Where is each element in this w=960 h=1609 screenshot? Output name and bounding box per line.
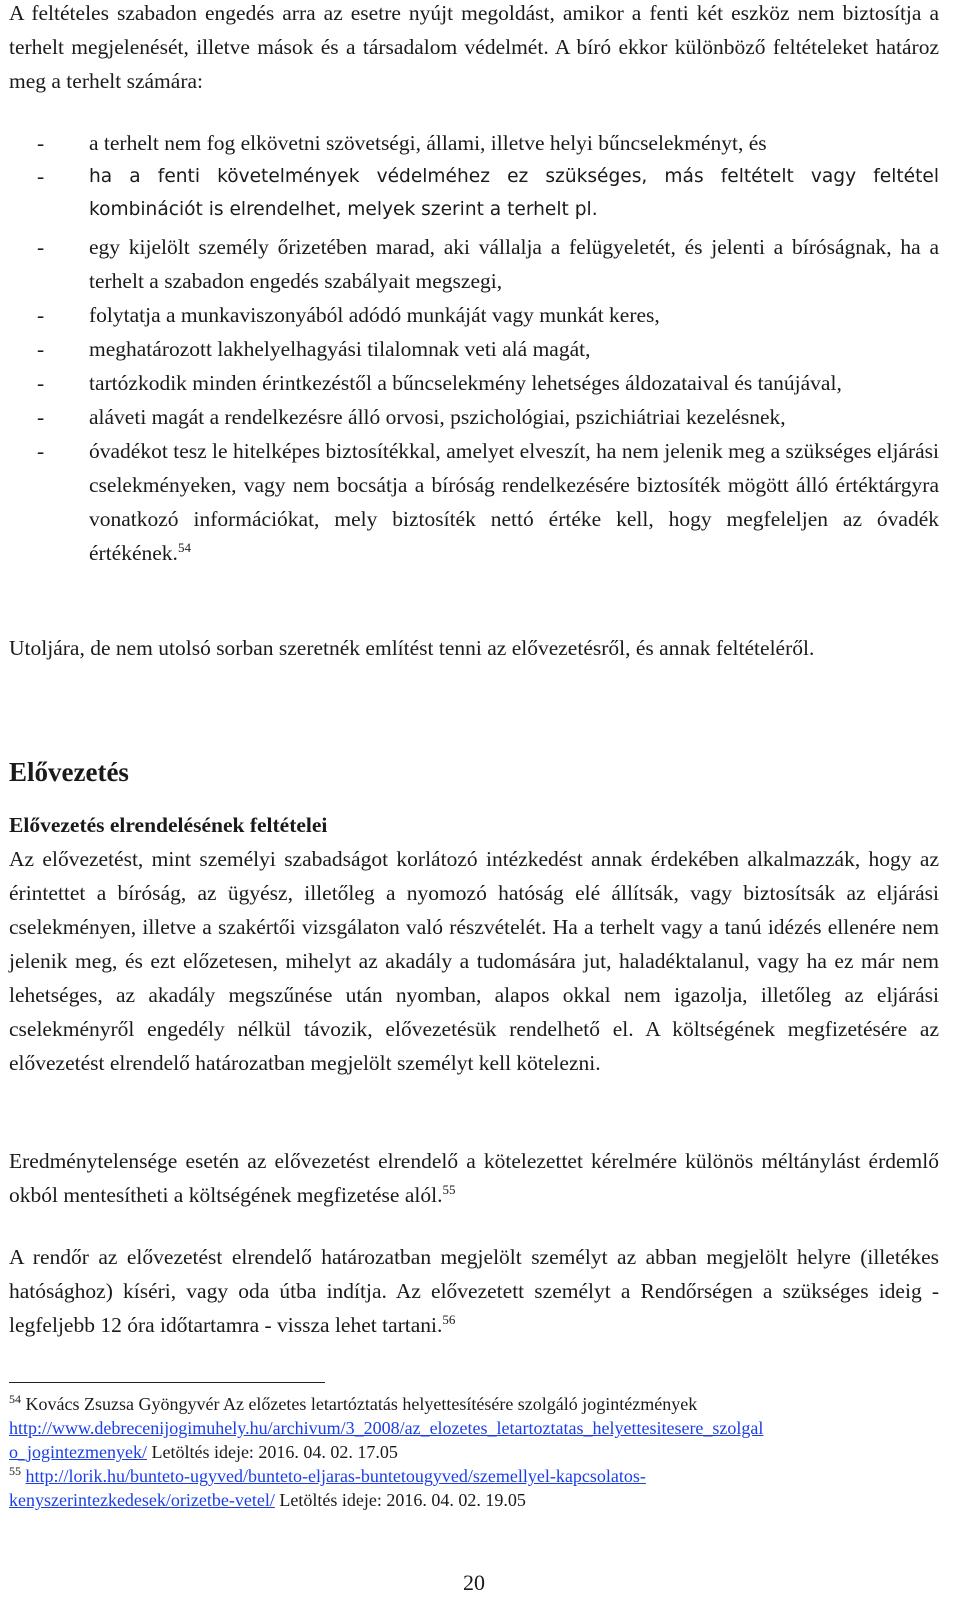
footnote-number: 55 [9, 1464, 21, 1478]
footnote: $^{54}$ Kovács Zsuzsa Gyöngyvér Az előzetes letartóztatás helyettesítésére szolgáló jogintézmények http://www.debrecenijogimuhely.hu/archivum/3_2008/az_elozetes_letartoztatas_helyettesitesere_szolgal o_jogintezmenyek/ Letöltés ideje: 2016. 04. 02. 17.05 [9, 1392, 764, 1462]
list-item: - egy kijelölt személy őrizetében marad, aki vállalja a felügyeletét, és jelenti a bíróságnak, ha a terhelt a szabadon engedés szabályait megszegi, [37, 235, 939, 293]
footnote-link[interactable]: http://www.debrecenijogimuhely.hu/archivum/3_2008/az_elozetes_letartoztatas_helyettesitesere_szolgal o_jogintezmenyek/ [9, 1418, 764, 1462]
body-paragraph: Az elővezetést, mint személyi szabadságot korlátozó intézkedést annak érdekében alkalmazzák, hogy az érintettet a bíróság, az ügyész, illetőleg a nyomozó hatóság elé állítsák, vagy biztosítsák az eljárási cselekményen, illetve a szakértői vizsgálaton való részvételét. Ha a terhelt vagy a tanú idézés ellenére nem jelenik meg, és ezt előzetesen, mihelyt az akadály a tudomására jut, haladéktalanul, vagy ha ez már nem lehetséges, az akadály megszűnése után nyomban, alapos okkal nem igazolja, illetőleg az eljárási cselekményről engedély nélkül távozik, elővezetésük rendelhető el. A költségének megfizetésére az elővezetést elrendelő határozatban megjelölt személyt kell kötelezni. [9, 847, 939, 1075]
footnote-divider [9, 1382, 325, 1383]
section-subheading: Elővezetés elrendelésének feltételei [9, 813, 328, 837]
page-number: 20 [463, 1570, 485, 1595]
footnote-ref[interactable]: 56 [442, 1311, 456, 1327]
footnote-ref[interactable]: 55 [442, 1181, 456, 1197]
list-item: - ha a fenti követelmények védelméhez ez szükséges, más feltételt vagy feltétel kombinációt is elrendelhet, melyek szerint a terhelt pl. [37, 164, 939, 220]
list-item: - folytatja a munkaviszonyából adódó munkáját vagy munkát keres, [37, 303, 660, 327]
list-item: - a terhelt nem fog elkövetni szövetségi, állami, illetve helyi bűncselekményt, és [37, 131, 767, 155]
section-heading: Elővezetés [9, 757, 129, 787]
list-item: - meghatározott lakhelyelhagyási tilalomnak veti alá magát, [37, 337, 591, 361]
footnote: $^{55}$ http://lorik.hu/bunteto-ugyved/bunteto-eljaras-buntetougyved/szemellyel-kapcsolatos- kenyszerintezkedesek/orizetbe-vetel/ Letöltés ideje: 2016. 04. 02. 19.05 [9, 1464, 646, 1510]
intro-paragraph: A feltételes szabadon engedés arra az esetre nyújt megoldást, amikor a fenti két eszköz nem biztosítja a terhelt megjelenését, illetve mások és a társadalom védelmét. A bíró ekkor különböző feltételeket határoz meg a terhelt számára: [9, 1, 939, 93]
body-paragraph: A rendőr az elővezetést elrendelő határozatban megjelölt személyt az abban megjelölt helyre (illetékes hatósághoz) kíséri, vagy oda útba indítja. Az elővezetett személyt a Rendőrségen a szükséges ideig - legfeljebb 12 óra időtartamra - vissza lehet tartani.$^{56}$ [9, 1245, 939, 1337]
examples-list [9, 230, 939, 570]
footnote-number: 54 [9, 1392, 21, 1406]
outro-paragraph: Utoljára, de nem utolsó sorban szeretnék említést tenni az elővezetésről, és annak feltételéről. [9, 636, 815, 660]
conditions-list [9, 126, 939, 226]
list-item: - óvadékot tesz le hitelképes biztosítékkal, amelyet elveszít, ha nem jelenik meg a szükséges eljárási cselekményeken, vagy nem bocsátja a bíróság rendelkezésére biztosíték mögött álló értéktárgyra vonatkozó információkat, mely biztosíték nettó értéke kell, hogy megfeleljen az óvadék értékének.$^{54}$ [37, 439, 939, 565]
list-item: - aláveti magát a rendelkezésre álló orvosi, pszichológiai, pszichiátriai kezelésnek, [37, 405, 786, 429]
list-item: - tartózkodik minden érintkezéstől a bűncselekmény lehetséges áldozataival és tanújával, [37, 371, 842, 395]
footnote-ref[interactable]: 54 [177, 539, 191, 555]
body-paragraph: Eredménytelensége esetén az elővezetést elrendelő a kötelezettet kérelmére különös méltánylást érdemlő okból mentesítheti a költségének megfizetése alól.$^{55}$ [9, 1149, 939, 1207]
footnote-link[interactable]: http://lorik.hu/bunteto-ugyved/bunteto-eljaras-buntetougyved/szemellyel-kapcsolatos- kenyszerintezkedesek/orizetbe-vetel/ [9, 1466, 646, 1510]
